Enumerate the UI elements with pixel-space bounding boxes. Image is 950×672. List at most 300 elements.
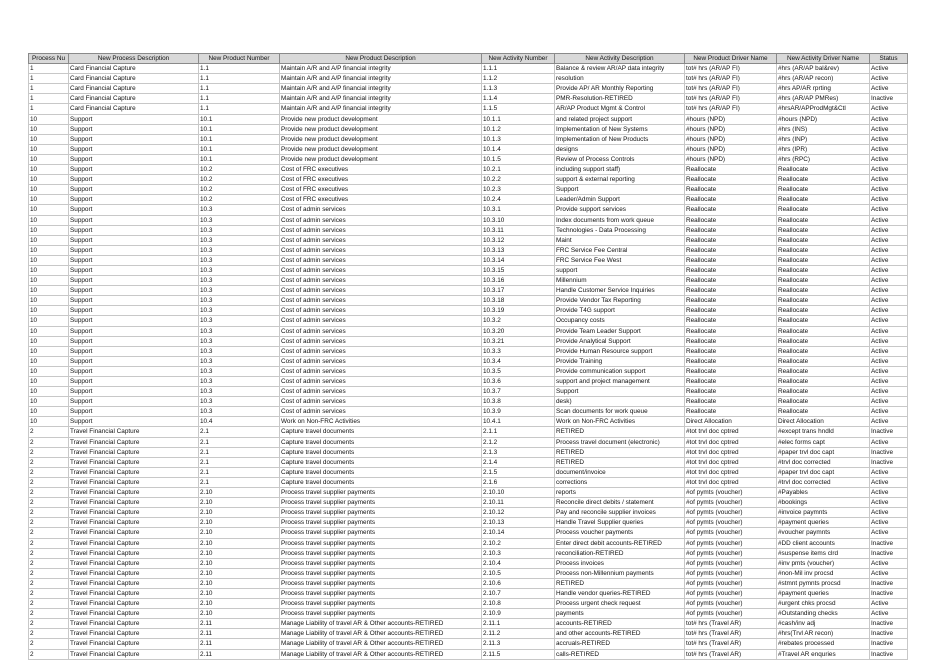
cell-activity-number[interactable]: 10.3.6 [482, 377, 555, 387]
cell-product-driver-name[interactable]: Direct Allocation [685, 417, 777, 427]
cell-product-number[interactable]: 1.1 [199, 84, 280, 94]
cell-process-number[interactable]: 1 [29, 94, 69, 104]
cell-product-driver-name[interactable]: tot# hrs (AR/AP FI) [685, 74, 777, 84]
cell-process-number[interactable]: 2 [29, 588, 69, 598]
cell-activity-driver-name[interactable]: #hrs(Trvl AR recon) [777, 629, 870, 639]
header-activity-description[interactable]: New Activity Description [555, 54, 685, 64]
cell-activity-description[interactable]: Provide T4G support [555, 306, 685, 316]
cell-product-driver-name[interactable]: Reallocate [685, 276, 777, 286]
cell-process-description[interactable]: Travel Financial Capture [69, 588, 199, 598]
cell-activity-description[interactable]: Implementation of New Systems [555, 124, 685, 134]
cell-product-number[interactable]: 2.10 [199, 498, 280, 508]
cell-product-description[interactable]: Provide new product development [280, 124, 482, 134]
cell-product-description[interactable]: Cost of admin services [280, 336, 482, 346]
cell-process-number[interactable]: 10 [29, 154, 69, 164]
cell-process-description[interactable]: Travel Financial Capture [69, 477, 199, 487]
cell-product-driver-name[interactable]: #of pymts (voucher) [685, 528, 777, 538]
cell-status[interactable]: Active [870, 84, 908, 94]
cell-process-description[interactable]: Support [69, 366, 199, 376]
cell-status[interactable]: Active [870, 498, 908, 508]
cell-product-driver-name[interactable]: Reallocate [685, 286, 777, 296]
cell-activity-driver-name[interactable]: #cash/inv adj [777, 619, 870, 629]
cell-activity-number[interactable]: 10.3.3 [482, 346, 555, 356]
cell-activity-description[interactable]: Provide Vendor Tax Reporting [555, 296, 685, 306]
cell-status[interactable]: Active [870, 104, 908, 114]
cell-activity-description[interactable]: Provide Training [555, 356, 685, 366]
cell-status[interactable]: Inactive [870, 588, 908, 598]
cell-activity-number[interactable]: 10.3.8 [482, 397, 555, 407]
cell-process-description[interactable]: Support [69, 154, 199, 164]
cell-process-number[interactable]: 2 [29, 649, 69, 659]
cell-status[interactable]: Active [870, 336, 908, 346]
cell-status[interactable]: Active [870, 134, 908, 144]
cell-process-number[interactable]: 1 [29, 64, 69, 74]
cell-activity-description[interactable]: Provide Human Resource support [555, 346, 685, 356]
cell-product-driver-name[interactable]: #of pymts (voucher) [685, 498, 777, 508]
cell-process-description[interactable]: Travel Financial Capture [69, 558, 199, 568]
cell-product-description[interactable]: Capture travel documents [280, 437, 482, 447]
cell-activity-number[interactable]: 10.3.21 [482, 336, 555, 346]
cell-product-description[interactable]: Cost of admin services [280, 255, 482, 265]
cell-activity-number[interactable]: 2.1.1 [482, 427, 555, 437]
cell-process-description[interactable]: Support [69, 134, 199, 144]
cell-activity-description[interactable]: document/invoice [555, 467, 685, 477]
cell-status[interactable]: Active [870, 235, 908, 245]
cell-status[interactable]: Inactive [870, 457, 908, 467]
cell-process-description[interactable]: Travel Financial Capture [69, 619, 199, 629]
cell-activity-description[interactable]: calls-RETIRED [555, 649, 685, 659]
cell-product-description[interactable]: Maintain A/R and A/P financial integrity [280, 74, 482, 84]
cell-product-number[interactable]: 10.3 [199, 215, 280, 225]
cell-process-description[interactable]: Support [69, 235, 199, 245]
cell-status[interactable]: Active [870, 225, 908, 235]
cell-status[interactable]: Active [870, 185, 908, 195]
cell-product-number[interactable]: 2.10 [199, 518, 280, 528]
cell-status[interactable]: Active [870, 195, 908, 205]
cell-product-number[interactable]: 2.11 [199, 639, 280, 649]
cell-product-description[interactable]: Cost of admin services [280, 265, 482, 275]
cell-process-number[interactable]: 10 [29, 124, 69, 134]
cell-product-number[interactable]: 10.1 [199, 144, 280, 154]
cell-product-driver-name[interactable]: #of pymts (voucher) [685, 578, 777, 588]
cell-product-driver-name[interactable]: #hours (NPD) [685, 154, 777, 164]
cell-activity-number[interactable]: 2.1.6 [482, 477, 555, 487]
cell-product-description[interactable]: Process travel supplier payments [280, 599, 482, 609]
cell-activity-driver-name[interactable]: Reallocate [777, 356, 870, 366]
cell-product-driver-name[interactable]: tot# hrs (Travel AR) [685, 619, 777, 629]
cell-activity-description[interactable]: Review of Process Controls [555, 154, 685, 164]
cell-product-number[interactable]: 2.11 [199, 629, 280, 639]
cell-product-description[interactable]: Process travel supplier payments [280, 588, 482, 598]
cell-activity-driver-name[interactable]: Reallocate [777, 205, 870, 215]
cell-process-number[interactable]: 2 [29, 558, 69, 568]
cell-activity-description[interactable]: Process voucher payments [555, 528, 685, 538]
cell-product-driver-name[interactable]: tot# hrs (AR/AP FI) [685, 94, 777, 104]
cell-product-description[interactable]: Cost of FRC executives [280, 185, 482, 195]
cell-status[interactable]: Active [870, 245, 908, 255]
cell-activity-description[interactable]: support & external reporting [555, 175, 685, 185]
cell-product-number[interactable]: 2.1 [199, 477, 280, 487]
cell-activity-description[interactable]: Millennium [555, 276, 685, 286]
cell-process-number[interactable]: 2 [29, 498, 69, 508]
cell-activity-description[interactable]: AR/AP Product Mgmt & Control [555, 104, 685, 114]
cell-product-number[interactable]: 10.2 [199, 195, 280, 205]
cell-process-number[interactable]: 2 [29, 548, 69, 558]
cell-product-number[interactable]: 1.1 [199, 94, 280, 104]
cell-activity-driver-name[interactable]: Reallocate [777, 377, 870, 387]
cell-activity-number[interactable]: 10.3.7 [482, 387, 555, 397]
cell-status[interactable]: Inactive [870, 639, 908, 649]
cell-product-number[interactable]: 10.3 [199, 205, 280, 215]
cell-activity-driver-name[interactable]: Reallocate [777, 397, 870, 407]
cell-product-number[interactable]: 10.2 [199, 175, 280, 185]
cell-product-description[interactable]: Process travel supplier payments [280, 518, 482, 528]
cell-process-description[interactable]: Travel Financial Capture [69, 548, 199, 558]
cell-activity-description[interactable]: Provide AP/ AR Monthly Reporting [555, 84, 685, 94]
cell-activity-driver-name[interactable]: Reallocate [777, 387, 870, 397]
cell-activity-driver-name[interactable]: Reallocate [777, 276, 870, 286]
cell-process-number[interactable]: 2 [29, 629, 69, 639]
cell-activity-description[interactable]: and related project support [555, 114, 685, 124]
cell-product-description[interactable]: Maintain A/R and A/P financial integrity [280, 64, 482, 74]
cell-status[interactable]: Active [870, 377, 908, 387]
cell-status[interactable]: Active [870, 346, 908, 356]
cell-status[interactable]: Inactive [870, 538, 908, 548]
cell-process-number[interactable]: 10 [29, 144, 69, 154]
cell-product-number[interactable]: 10.3 [199, 296, 280, 306]
cell-product-number[interactable]: 10.3 [199, 387, 280, 397]
cell-product-number[interactable]: 2.1 [199, 427, 280, 437]
cell-process-description[interactable]: Support [69, 255, 199, 265]
cell-activity-driver-name[interactable]: #hrs (RPC) [777, 154, 870, 164]
cell-activity-number[interactable]: 2.1.3 [482, 447, 555, 457]
cell-activity-driver-name[interactable]: #Payables [777, 488, 870, 498]
cell-product-driver-name[interactable]: Reallocate [685, 377, 777, 387]
cell-process-number[interactable]: 10 [29, 336, 69, 346]
cell-activity-description[interactable]: Process non-Millennium payments [555, 568, 685, 578]
cell-activity-number[interactable]: 10.3.13 [482, 245, 555, 255]
cell-product-number[interactable]: 10.1 [199, 154, 280, 164]
cell-process-description[interactable]: Support [69, 377, 199, 387]
cell-activity-description[interactable]: support [555, 265, 685, 275]
cell-product-number[interactable]: 10.3 [199, 316, 280, 326]
cell-process-number[interactable]: 10 [29, 387, 69, 397]
cell-product-number[interactable]: 2.10 [199, 538, 280, 548]
cell-activity-driver-name[interactable]: #voucher paymnts [777, 528, 870, 538]
cell-product-description[interactable]: Capture travel documents [280, 467, 482, 477]
cell-activity-number[interactable]: 2.10.4 [482, 558, 555, 568]
cell-product-driver-name[interactable]: Reallocate [685, 175, 777, 185]
cell-status[interactable]: Active [870, 205, 908, 215]
cell-activity-number[interactable]: 2.10.13 [482, 518, 555, 528]
cell-process-description[interactable]: Support [69, 276, 199, 286]
cell-activity-driver-name[interactable]: Reallocate [777, 407, 870, 417]
cell-product-description[interactable]: Cost of admin services [280, 306, 482, 316]
cell-process-description[interactable]: Travel Financial Capture [69, 538, 199, 548]
cell-activity-driver-name[interactable]: #hrs (AR/AP recon) [777, 74, 870, 84]
cell-activity-driver-name[interactable]: Reallocate [777, 286, 870, 296]
cell-activity-number[interactable]: 10.1.4 [482, 144, 555, 154]
cell-process-description[interactable]: Support [69, 356, 199, 366]
cell-activity-driver-name[interactable]: #stmnt pymnts procsd [777, 578, 870, 588]
cell-activity-description[interactable]: Provide Team Leader Support [555, 326, 685, 336]
cell-product-driver-name[interactable]: #tot trvl doc cptred [685, 467, 777, 477]
cell-activity-driver-name[interactable]: #payment queries [777, 518, 870, 528]
cell-product-driver-name[interactable]: Reallocate [685, 346, 777, 356]
cell-activity-driver-name[interactable]: Reallocate [777, 316, 870, 326]
cell-process-number[interactable]: 10 [29, 265, 69, 275]
cell-process-description[interactable]: Travel Financial Capture [69, 498, 199, 508]
header-process-number[interactable]: Process Nu [29, 54, 69, 64]
cell-process-description[interactable]: Card Financial Capture [69, 94, 199, 104]
cell-product-number[interactable]: 10.3 [199, 326, 280, 336]
cell-activity-number[interactable]: 2.1.4 [482, 457, 555, 467]
cell-activity-number[interactable]: 10.3.9 [482, 407, 555, 417]
cell-product-driver-name[interactable]: #of pymts (voucher) [685, 558, 777, 568]
cell-activity-number[interactable]: 10.1.5 [482, 154, 555, 164]
cell-activity-driver-name[interactable]: #hrsAR/APProdMgt&Ctl [777, 104, 870, 114]
cell-product-driver-name[interactable]: #tot trvl doc cptred [685, 457, 777, 467]
cell-activity-description[interactable]: designs [555, 144, 685, 154]
cell-activity-number[interactable]: 1.1.5 [482, 104, 555, 114]
cell-process-number[interactable]: 10 [29, 306, 69, 316]
cell-status[interactable]: Active [870, 175, 908, 185]
cell-process-number[interactable]: 10 [29, 407, 69, 417]
cell-process-description[interactable]: Travel Financial Capture [69, 467, 199, 477]
cell-process-number[interactable]: 2 [29, 619, 69, 629]
cell-process-number[interactable]: 10 [29, 134, 69, 144]
cell-product-driver-name[interactable]: #tot trvl doc cptred [685, 437, 777, 447]
cell-process-number[interactable]: 10 [29, 114, 69, 124]
cell-status[interactable]: Active [870, 528, 908, 538]
cell-activity-description[interactable]: RETIRED [555, 578, 685, 588]
cell-activity-description[interactable]: Scan documents for work queue [555, 407, 685, 417]
cell-status[interactable]: Active [870, 437, 908, 447]
cell-product-number[interactable]: 2.10 [199, 609, 280, 619]
cell-activity-driver-name[interactable]: #elec forms capt [777, 437, 870, 447]
cell-status[interactable]: Active [870, 599, 908, 609]
cell-product-number[interactable]: 10.1 [199, 114, 280, 124]
cell-product-driver-name[interactable]: Reallocate [685, 326, 777, 336]
cell-product-description[interactable]: Provide new product development [280, 114, 482, 124]
cell-product-description[interactable]: Capture travel documents [280, 457, 482, 467]
cell-product-number[interactable]: 2.11 [199, 649, 280, 659]
cell-activity-description[interactable]: Handle vendor queries-RETIRED [555, 588, 685, 598]
cell-process-number[interactable]: 2 [29, 488, 69, 498]
cell-activity-driver-name[interactable]: Reallocate [777, 185, 870, 195]
cell-status[interactable]: Inactive [870, 447, 908, 457]
cell-status[interactable]: Active [870, 518, 908, 528]
cell-product-number[interactable]: 10.3 [199, 235, 280, 245]
cell-process-description[interactable]: Travel Financial Capture [69, 578, 199, 588]
cell-product-driver-name[interactable]: Reallocate [685, 306, 777, 316]
cell-process-description[interactable]: Support [69, 397, 199, 407]
cell-activity-number[interactable]: 10.3.20 [482, 326, 555, 336]
cell-process-number[interactable]: 10 [29, 165, 69, 175]
cell-activity-driver-name[interactable]: #hours (NPD) [777, 114, 870, 124]
cell-activity-driver-name[interactable]: #hrs (IPR) [777, 144, 870, 154]
cell-product-description[interactable]: Cost of admin services [280, 286, 482, 296]
cell-product-number[interactable]: 2.10 [199, 578, 280, 588]
cell-process-number[interactable]: 10 [29, 296, 69, 306]
cell-activity-description[interactable]: FRC Service Fee West [555, 255, 685, 265]
cell-activity-description[interactable]: Support [555, 387, 685, 397]
cell-process-number[interactable]: 10 [29, 255, 69, 265]
cell-product-driver-name[interactable]: tot# hrs (AR/AP FI) [685, 84, 777, 94]
cell-product-description[interactable]: Maintain A/R and A/P financial integrity [280, 104, 482, 114]
cell-activity-driver-name[interactable]: Reallocate [777, 306, 870, 316]
cell-activity-description[interactable]: Maint [555, 235, 685, 245]
cell-activity-driver-name[interactable]: #rebates processed [777, 639, 870, 649]
cell-activity-description[interactable]: Occupancy costs [555, 316, 685, 326]
header-product-description[interactable]: New Product Description [280, 54, 482, 64]
cell-status[interactable]: Active [870, 286, 908, 296]
cell-process-number[interactable]: 2 [29, 568, 69, 578]
cell-process-description[interactable]: Support [69, 417, 199, 427]
cell-process-number[interactable]: 2 [29, 467, 69, 477]
cell-product-driver-name[interactable]: #of pymts (voucher) [685, 548, 777, 558]
cell-activity-number[interactable]: 2.11.3 [482, 639, 555, 649]
cell-activity-driver-name[interactable]: Reallocate [777, 366, 870, 376]
cell-status[interactable]: Inactive [870, 619, 908, 629]
cell-product-number[interactable]: 10.3 [199, 225, 280, 235]
cell-process-description[interactable]: Travel Financial Capture [69, 457, 199, 467]
cell-process-number[interactable]: 10 [29, 235, 69, 245]
cell-activity-number[interactable]: 2.1.2 [482, 437, 555, 447]
cell-activity-description[interactable]: Support [555, 185, 685, 195]
cell-product-description[interactable]: Provide new product development [280, 144, 482, 154]
cell-product-description[interactable]: Process travel supplier payments [280, 528, 482, 538]
cell-product-driver-name[interactable]: Reallocate [685, 185, 777, 195]
cell-activity-number[interactable]: 2.10.12 [482, 508, 555, 518]
cell-process-number[interactable]: 1 [29, 74, 69, 84]
cell-product-number[interactable]: 10.2 [199, 165, 280, 175]
cell-activity-number[interactable]: 10.2.2 [482, 175, 555, 185]
cell-status[interactable]: Active [870, 568, 908, 578]
cell-product-number[interactable]: 2.10 [199, 558, 280, 568]
cell-status[interactable]: Active [870, 366, 908, 376]
cell-process-description[interactable]: Support [69, 114, 199, 124]
cell-activity-driver-name[interactable]: Direct Allocation [777, 417, 870, 427]
cell-process-number[interactable]: 10 [29, 245, 69, 255]
cell-activity-number[interactable]: 2.10.8 [482, 599, 555, 609]
cell-activity-driver-name[interactable]: #except trans hndld [777, 427, 870, 437]
cell-product-number[interactable]: 2.10 [199, 548, 280, 558]
cell-process-description[interactable]: Support [69, 326, 199, 336]
cell-process-description[interactable]: Support [69, 265, 199, 275]
cell-process-number[interactable]: 2 [29, 609, 69, 619]
cell-product-driver-name[interactable]: #hours (NPD) [685, 134, 777, 144]
cell-product-number[interactable]: 10.2 [199, 185, 280, 195]
cell-activity-description[interactable]: Leader/Admin Support [555, 195, 685, 205]
cell-process-number[interactable]: 10 [29, 185, 69, 195]
cell-product-driver-name[interactable]: Reallocate [685, 255, 777, 265]
cell-activity-number[interactable]: 10.3.10 [482, 215, 555, 225]
cell-activity-number[interactable]: 10.3.4 [482, 356, 555, 366]
cell-status[interactable]: Active [870, 165, 908, 175]
cell-product-number[interactable]: 10.3 [199, 265, 280, 275]
cell-product-description[interactable]: Cost of admin services [280, 235, 482, 245]
cell-activity-description[interactable]: RETIRED [555, 457, 685, 467]
cell-product-description[interactable]: Manage Liability of travel AR & Other accounts-RETIRED [280, 649, 482, 659]
cell-product-number[interactable]: 10.1 [199, 124, 280, 134]
cell-status[interactable]: Inactive [870, 94, 908, 104]
cell-product-driver-name[interactable]: Reallocate [685, 215, 777, 225]
cell-process-description[interactable]: Travel Financial Capture [69, 518, 199, 528]
cell-status[interactable]: Active [870, 306, 908, 316]
cell-status[interactable]: Active [870, 74, 908, 84]
cell-process-number[interactable]: 10 [29, 356, 69, 366]
cell-process-number[interactable]: 10 [29, 276, 69, 286]
cell-activity-driver-name[interactable]: #hrs (INP) [777, 134, 870, 144]
cell-product-number[interactable]: 10.3 [199, 346, 280, 356]
cell-status[interactable]: Inactive [870, 548, 908, 558]
cell-process-number[interactable]: 10 [29, 215, 69, 225]
header-product-number[interactable]: New Product Number [199, 54, 280, 64]
cell-product-description[interactable]: Cost of admin services [280, 316, 482, 326]
cell-process-description[interactable]: Support [69, 165, 199, 175]
cell-process-description[interactable]: Travel Financial Capture [69, 447, 199, 457]
cell-process-description[interactable]: Travel Financial Capture [69, 427, 199, 437]
cell-process-number[interactable]: 10 [29, 417, 69, 427]
cell-product-description[interactable]: Cost of admin services [280, 276, 482, 286]
cell-process-number[interactable]: 1 [29, 84, 69, 94]
cell-activity-description[interactable]: Provide Analytical Support [555, 336, 685, 346]
cell-process-number[interactable]: 10 [29, 316, 69, 326]
cell-process-description[interactable]: Travel Financial Capture [69, 437, 199, 447]
cell-activity-description[interactable]: RETIRED [555, 427, 685, 437]
cell-activity-number[interactable]: 10.4.1 [482, 417, 555, 427]
cell-activity-description[interactable]: accounts-RETIRED [555, 619, 685, 629]
cell-activity-description[interactable]: payments [555, 609, 685, 619]
cell-product-description[interactable]: Process travel supplier payments [280, 508, 482, 518]
cell-product-description[interactable]: Cost of admin services [280, 296, 482, 306]
cell-product-number[interactable]: 10.3 [199, 286, 280, 296]
cell-activity-driver-name[interactable]: #bookings [777, 498, 870, 508]
cell-product-description[interactable]: Provide new product development [280, 154, 482, 164]
cell-activity-number[interactable]: 10.2.3 [482, 185, 555, 195]
cell-product-driver-name[interactable]: Reallocate [685, 316, 777, 326]
cell-activity-driver-name[interactable]: Reallocate [777, 245, 870, 255]
cell-activity-driver-name[interactable]: #Travel AR enquries [777, 649, 870, 659]
cell-product-description[interactable]: Cost of FRC executives [280, 175, 482, 185]
cell-status[interactable]: Active [870, 326, 908, 336]
cell-product-description[interactable]: Process travel supplier payments [280, 538, 482, 548]
cell-activity-description[interactable]: Technologies - Data Processing [555, 225, 685, 235]
cell-process-number[interactable]: 10 [29, 205, 69, 215]
cell-process-description[interactable]: Support [69, 336, 199, 346]
cell-product-driver-name[interactable]: Reallocate [685, 165, 777, 175]
cell-activity-number[interactable]: 10.3.16 [482, 276, 555, 286]
cell-process-description[interactable]: Support [69, 296, 199, 306]
cell-activity-description[interactable]: support and project management [555, 377, 685, 387]
cell-product-description[interactable]: Process travel supplier payments [280, 578, 482, 588]
cell-product-description[interactable]: Capture travel documents [280, 477, 482, 487]
cell-process-description[interactable]: Support [69, 225, 199, 235]
cell-activity-number[interactable]: 2.11.1 [482, 619, 555, 629]
cell-activity-driver-name[interactable]: Reallocate [777, 336, 870, 346]
cell-status[interactable]: Active [870, 265, 908, 275]
cell-process-number[interactable]: 2 [29, 528, 69, 538]
cell-product-description[interactable]: Manage Liability of travel AR & Other accounts-RETIRED [280, 629, 482, 639]
cell-activity-number[interactable]: 2.11.2 [482, 629, 555, 639]
cell-activity-description[interactable]: Handle Customer Service Inquiries [555, 286, 685, 296]
cell-status[interactable]: Active [870, 144, 908, 154]
cell-activity-description[interactable]: corrections [555, 477, 685, 487]
cell-activity-description[interactable]: Process urgent check request [555, 599, 685, 609]
cell-activity-number[interactable]: 10.3.14 [482, 255, 555, 265]
header-process-description[interactable]: New Process Description [69, 54, 199, 64]
